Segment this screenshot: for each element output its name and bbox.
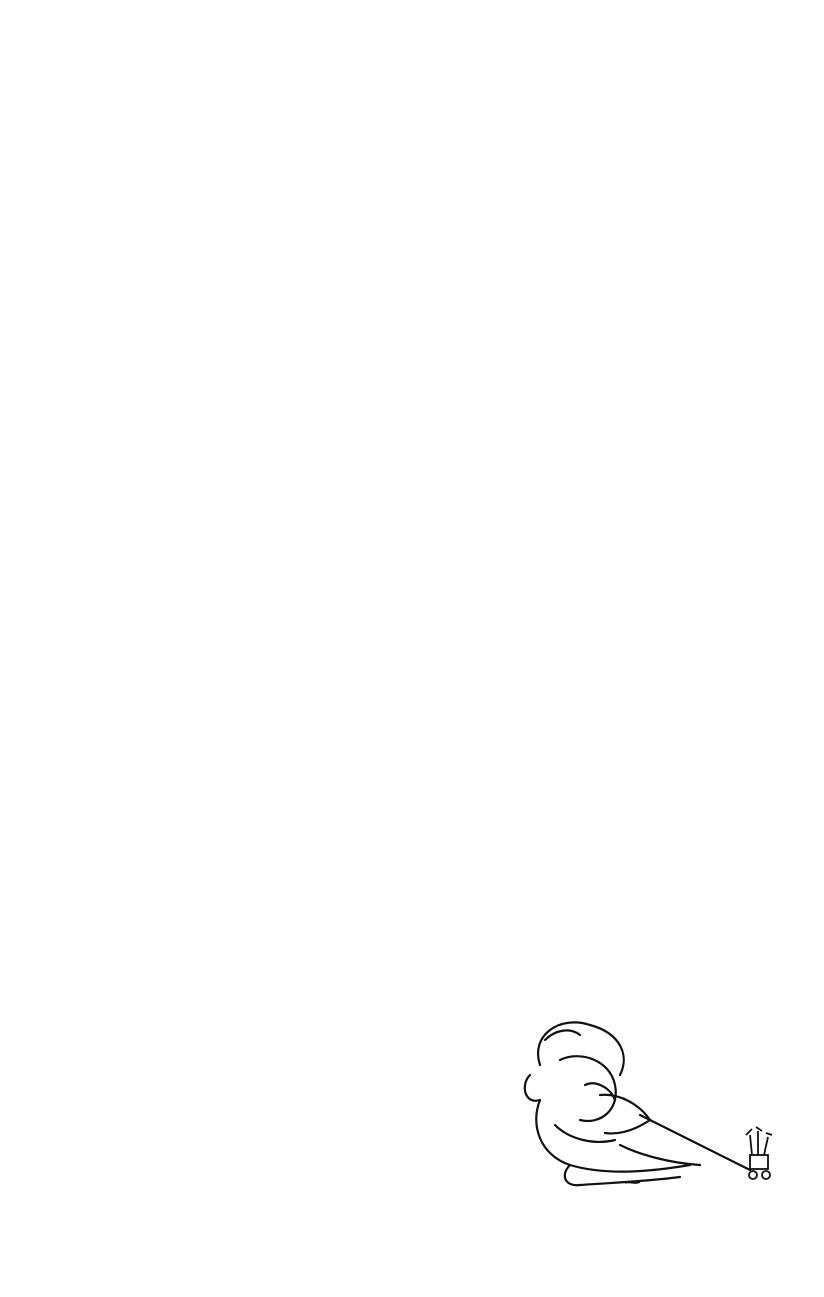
cartoon-illustration (500, 1005, 800, 1195)
